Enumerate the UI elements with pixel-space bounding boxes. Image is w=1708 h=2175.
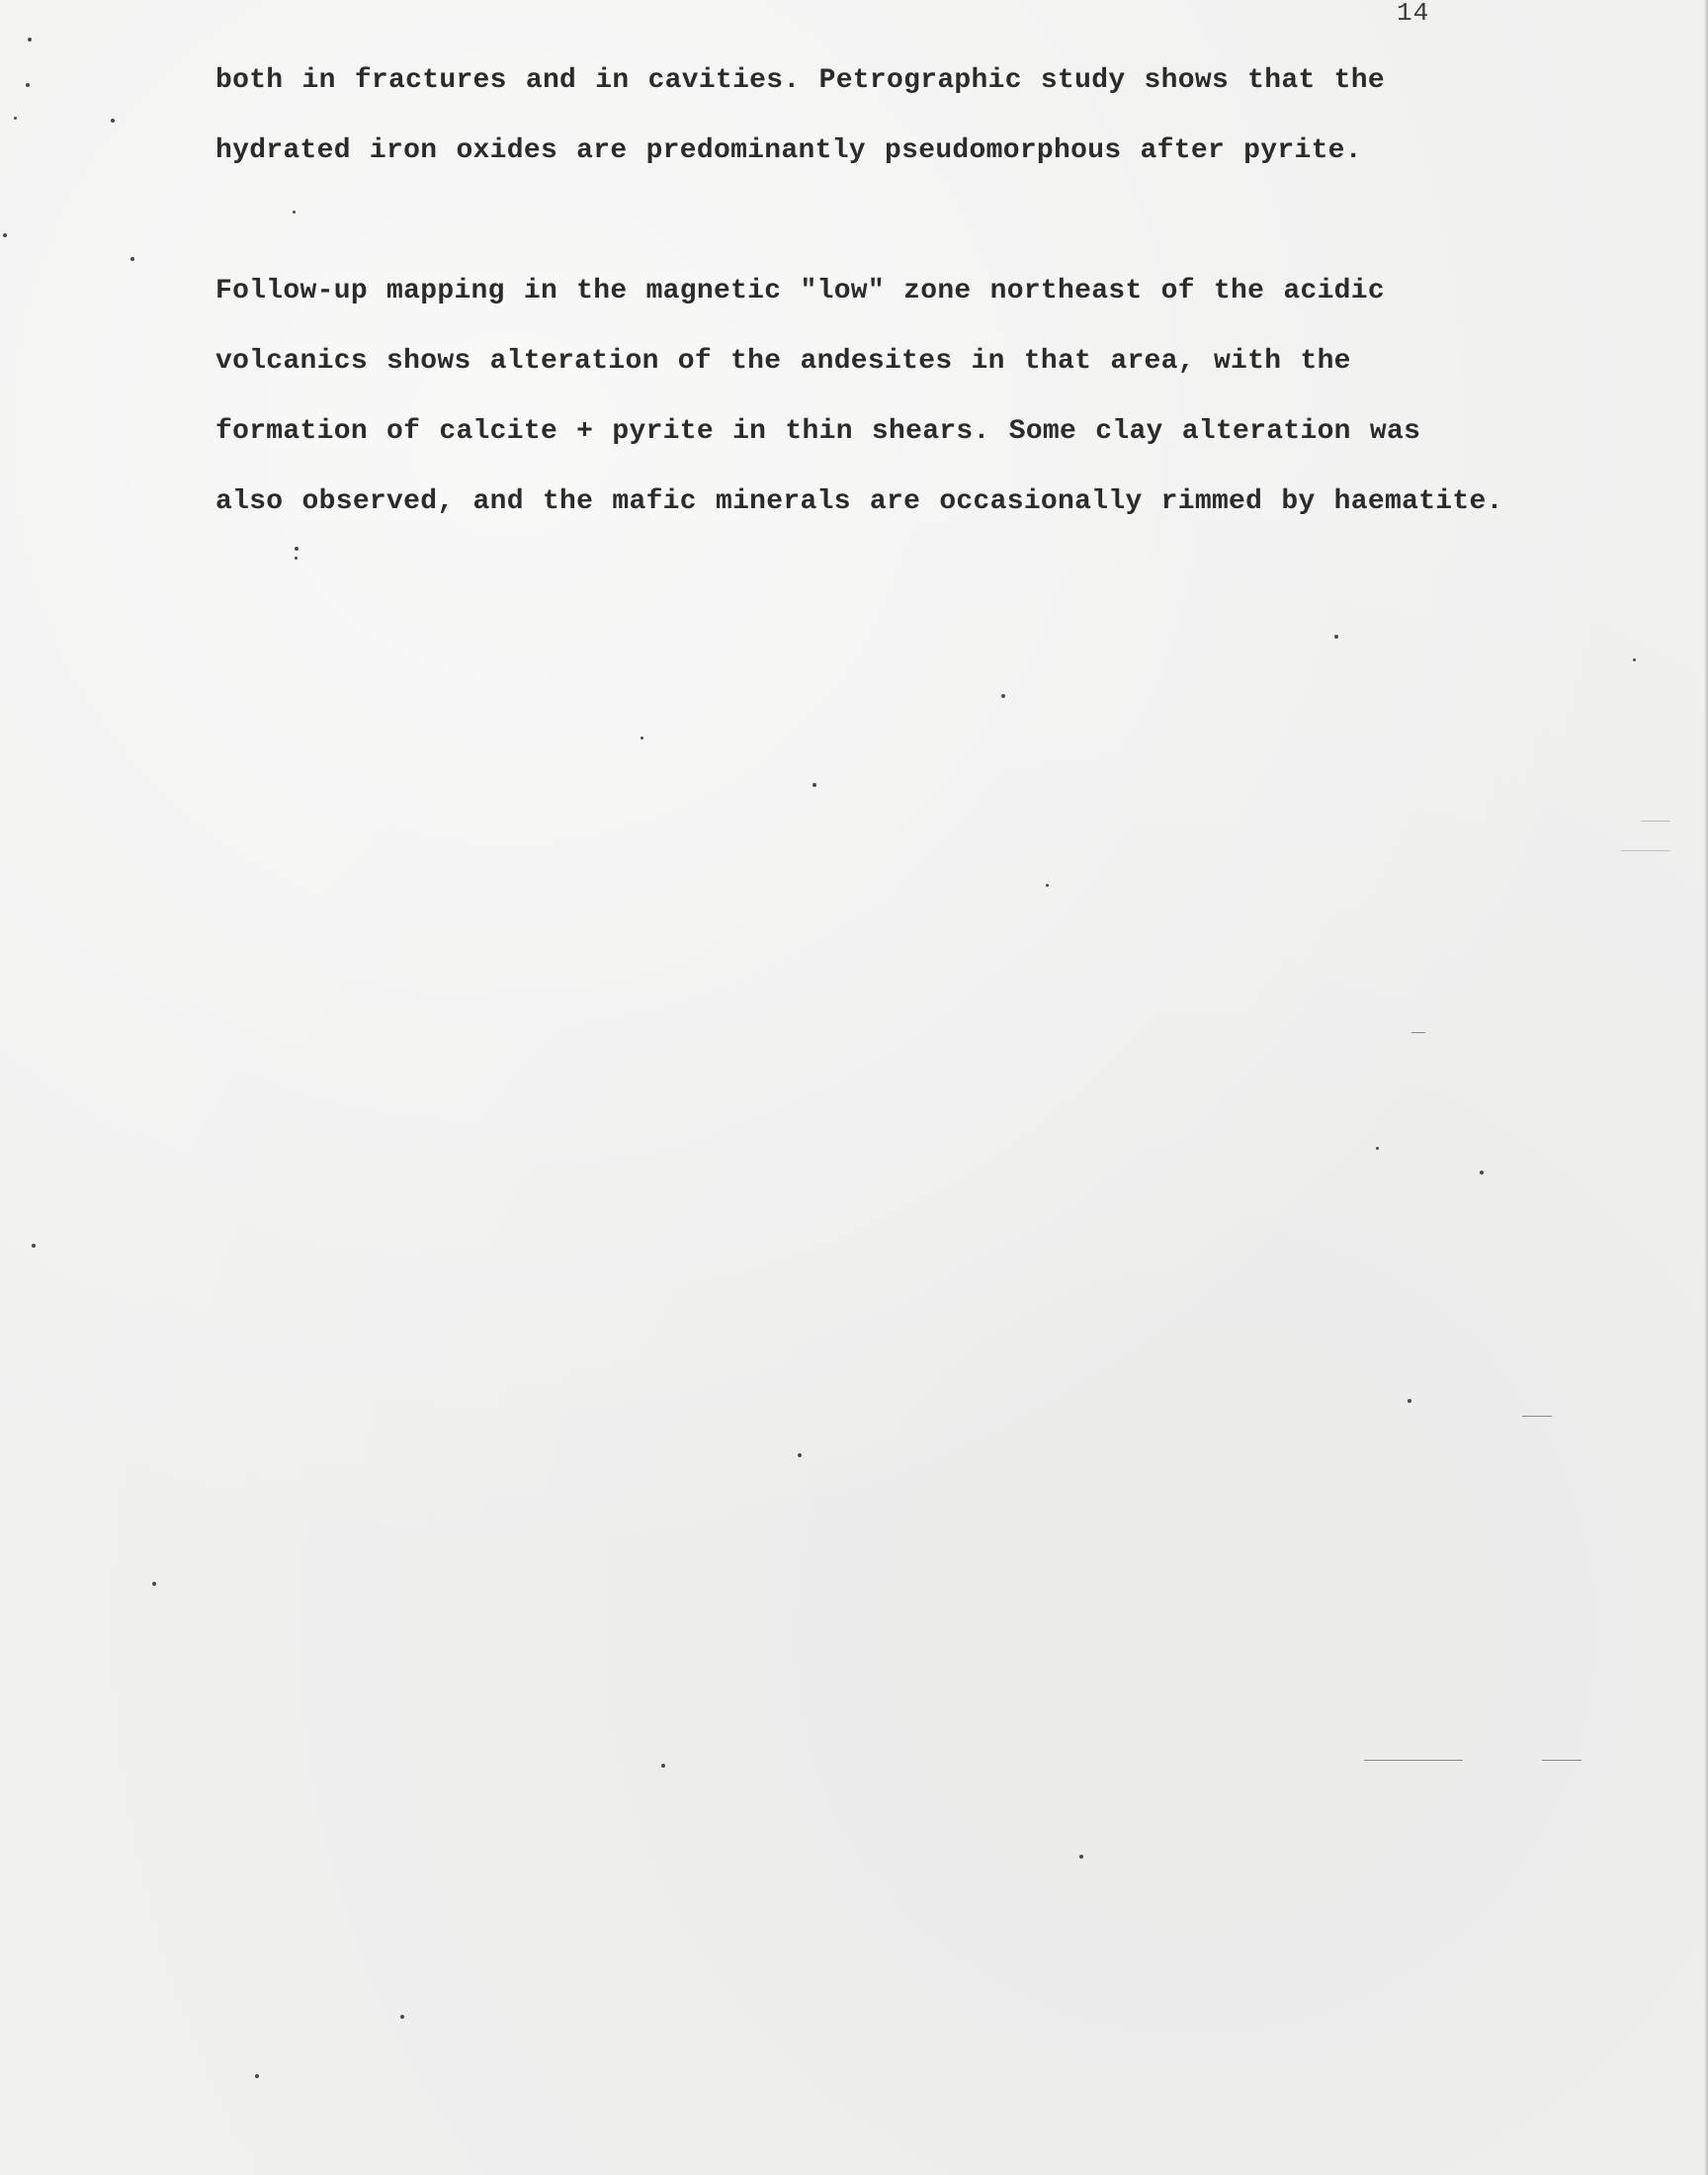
scan-speck	[1408, 1399, 1411, 1403]
scan-speck	[661, 1764, 665, 1768]
scan-speck	[3, 233, 7, 237]
scan-speck	[111, 119, 115, 123]
scan-speck	[1334, 635, 1338, 639]
text-line: volcanics shows alteration of the andesites in that area, with the	[215, 346, 1351, 377]
scan-speck	[1480, 1171, 1484, 1174]
scan-speck	[28, 38, 32, 42]
page-edge-shadow	[1704, 0, 1708, 2175]
scan-dash	[1364, 1760, 1463, 1761]
scan-speck	[1001, 694, 1005, 698]
scan-dash	[1641, 821, 1670, 822]
scan-speck	[255, 2074, 259, 2078]
paragraph-2	[215, 256, 1570, 537]
scan-speck	[152, 1582, 156, 1586]
text-line: also observed, and the mafic minerals are occasionally rimmed by haematite.	[215, 486, 1503, 517]
scan-dash	[1542, 1760, 1581, 1761]
scan-speck	[1079, 1855, 1083, 1859]
scan-speck	[812, 783, 816, 787]
scan-speck	[130, 257, 134, 261]
text-line: formation of calcite + pyrite in thin shears. Some clay alteration was	[215, 416, 1421, 447]
text-line: hydrated iron oxides are predominantly pseudomorphous after pyrite.	[215, 135, 1362, 166]
scan-speck	[26, 83, 30, 87]
scan-speck	[1376, 1147, 1379, 1150]
scan-dash	[1522, 1416, 1552, 1417]
page-number: 14	[1397, 0, 1430, 28]
paragraph-1	[215, 45, 1570, 186]
scan-dash	[1621, 850, 1670, 851]
scan-speck	[798, 1453, 802, 1457]
scan-speck	[14, 117, 17, 120]
scan-speck	[640, 737, 643, 740]
scan-speck	[400, 2015, 404, 2019]
scan-dash	[1411, 1032, 1425, 1033]
scan-speck	[295, 557, 298, 560]
scan-speck	[1633, 658, 1636, 661]
scan-speck	[32, 1244, 36, 1248]
scan-speck	[293, 211, 296, 214]
scan-speck	[1046, 884, 1049, 887]
text-line: both in fractures and in cavities. Petrographic study shows that the	[215, 65, 1385, 96]
text-line: Follow-up mapping in the magnetic "low" zone northeast of the acidic	[215, 276, 1385, 306]
scan-speck	[295, 547, 299, 551]
